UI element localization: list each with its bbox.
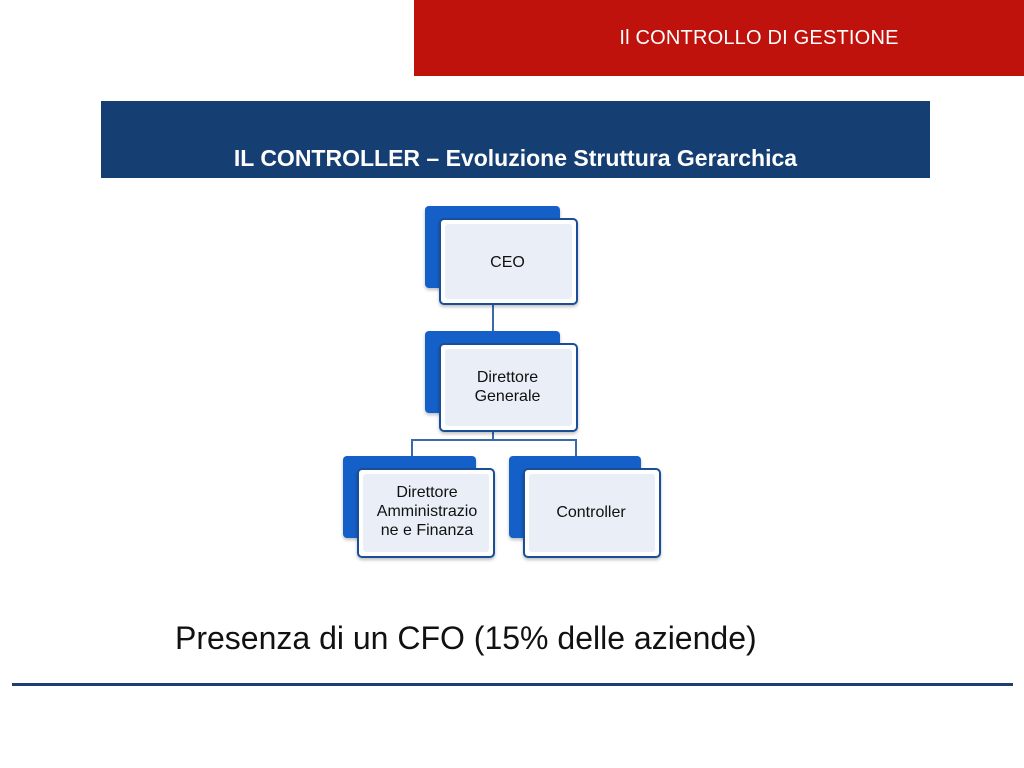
footer-rule <box>12 683 1013 686</box>
connector-horizontal <box>411 439 577 441</box>
node-controller-label: Controller <box>556 504 626 521</box>
title-band <box>101 101 930 178</box>
top-banner <box>414 0 1024 76</box>
banner-title: Il CONTROLLO DI GESTIONE <box>619 27 899 49</box>
node-general-director-label-2: Generale <box>474 388 541 405</box>
node-controller <box>509 456 663 560</box>
node-admin-finance <box>343 456 496 560</box>
node-admin-finance-label-3: ne e Finanza <box>380 522 474 539</box>
cfo-note: Presenza di un CFO (15% delle aziende) <box>175 620 757 656</box>
node-ceo <box>425 206 578 306</box>
slide-title: IL CONTROLLER – Evoluzione Struttura Gerarchica <box>233 145 798 171</box>
node-ceo-label: CEO <box>490 254 525 271</box>
node-general-director <box>425 331 578 433</box>
node-admin-finance-label-1: Direttore <box>396 484 458 501</box>
node-admin-finance-label-2: Amministrazio <box>376 503 478 520</box>
node-general-director-label-1: Direttore <box>476 369 539 386</box>
